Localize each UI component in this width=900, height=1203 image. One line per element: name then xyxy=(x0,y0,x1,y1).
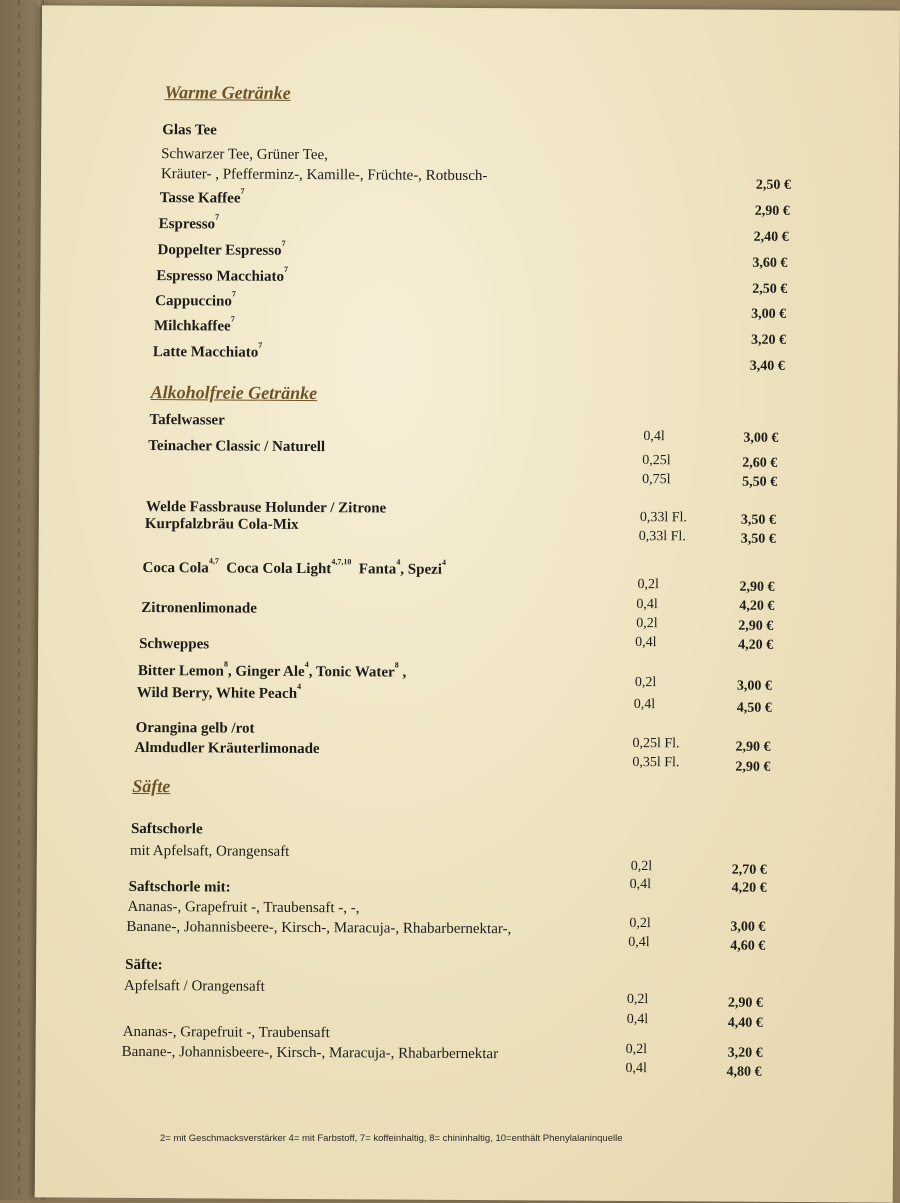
allergen-footnote: 2= mit Geschmacksverstärker 4= mit Farbstoff, 7= koffeinhaltig, 8= chininhaltig, 10=enthält Phenylalaninquelle xyxy=(160,1133,623,1144)
price: 2,90 € xyxy=(738,618,774,634)
saftschorle-mit-line-2: Banane-, Johannisbeere-, Kirsch-, Maracuja-, Rhabarbernektar-, xyxy=(126,918,512,938)
volume: 0,4l xyxy=(629,876,652,893)
folder-stitching xyxy=(18,0,20,1200)
item-cappuccino: Cappuccino$^7$ xyxy=(155,289,236,310)
volume: 0,33l Fl. xyxy=(638,529,686,545)
volume: 0,4l xyxy=(628,934,650,951)
item-schweppes: Schweppes xyxy=(139,635,210,653)
volume: 0,35l Fl. xyxy=(632,755,680,771)
volume: 0,2l xyxy=(625,1041,648,1058)
price: 3,00 € xyxy=(730,919,766,935)
item-doppelter-espresso: Doppelter Espresso$^7$ xyxy=(157,238,286,259)
volume: 0,25l Fl. xyxy=(632,736,680,752)
price: 2,90 € xyxy=(727,995,763,1011)
price-cappuccino: 3,00 € xyxy=(751,306,787,322)
volume: 0,2l xyxy=(626,991,649,1008)
price: 2,90 € xyxy=(739,579,775,595)
saftschorle-mit-line-1: Ananas-, Grapefruit -, Traubensaft -, -, xyxy=(127,898,360,917)
menu-sheet xyxy=(35,5,900,1202)
item-welde-fassbrause: Welde Fassbrause Holunder / Zitrone xyxy=(145,499,387,517)
item-latte-macchiato: Latte Macchiato$^7$ xyxy=(152,340,263,361)
item-espresso-macchiato: Espresso Macchiato$^7$ xyxy=(156,264,289,285)
section-title-saefte: Säfte xyxy=(132,775,171,797)
price: 4,20 € xyxy=(739,598,775,614)
price: 4,20 € xyxy=(738,637,774,653)
item-almdudler: Almdudler Kräuterlimonade xyxy=(134,739,320,758)
volume: 0,2l xyxy=(630,858,653,875)
item-glas-tee: Glas Tee xyxy=(162,122,217,139)
item-tafelwasser: Tafelwasser xyxy=(149,412,225,429)
price: 2,70 € xyxy=(731,862,767,878)
volume: 0,4l xyxy=(626,1011,649,1028)
price-glas-tee: 2,50 € xyxy=(755,177,791,193)
item-kurpfalzbraeu-cola-mix: Kurpfalzbräu Cola-Mix xyxy=(144,516,299,533)
item-orangina: Orangina gelb /rot xyxy=(135,719,255,737)
volume: 0,33l Fl. xyxy=(639,510,688,526)
volume: 0,2l xyxy=(636,616,658,632)
volume: 0,4l xyxy=(625,1060,647,1077)
schweppes-sorten-line-1: Bitter Lemon$^8$, Ginger Ale$^4$, Tonic Water$^8$ , xyxy=(137,659,407,681)
saefte-sorten-line-2: Banane-, Johannisbeere-, Kirsch-, Maracuja-, Rhabarbernektar xyxy=(121,1043,499,1063)
price: 3,00 € xyxy=(736,678,772,694)
item-espresso: Espresso$^7$ xyxy=(158,212,220,233)
price: 3,00 € xyxy=(743,430,779,446)
section-title-warme-getraenke: Warme Getränke xyxy=(164,82,291,103)
volume: 0,25l xyxy=(642,453,671,469)
tee-sorten-line-2: Kräuter- , Pfefferminz-, Kamille-, Früchte-, Rotbusch- xyxy=(160,166,488,185)
item-cola-fanta-spezi: Coca Cola$^{4,7}$ Coca Cola Light$^{4,7,10}$ Fanta$^4$, Spezi$^4$ xyxy=(142,556,447,578)
saftschorle-sub: mit Apfelsaft, Orangensaft xyxy=(129,842,290,860)
price: 3,50 € xyxy=(740,512,776,528)
price: 2,60 € xyxy=(742,455,778,471)
price: 4,20 € xyxy=(731,880,767,896)
price: 5,50 € xyxy=(742,474,778,490)
price: 3,20 € xyxy=(727,1045,763,1061)
volume: 0,4l xyxy=(643,429,665,445)
tee-sorten-line-1: Schwarzer Tee, Grüner Tee, xyxy=(161,146,329,164)
section-title-alkoholfreie-getraenke: Alkoholfreie Getränke xyxy=(150,382,318,404)
price-doppelter-espresso: 3,60 € xyxy=(752,255,788,271)
volume: 0,75l xyxy=(642,472,671,488)
price: 2,90 € xyxy=(735,739,771,755)
price-espresso: 2,40 € xyxy=(753,229,789,245)
price-milchkaffee: 3,20 € xyxy=(750,332,787,348)
saefte-sorten-line-1: Ananas-, Grapefruit -, Traubensaft xyxy=(122,1023,330,1042)
volume: 0,4l xyxy=(633,697,656,713)
item-saftschorle-mit: Saftschorle mit: xyxy=(128,878,231,896)
price-espresso-macchiato: 2,50 € xyxy=(752,281,788,297)
price: 4,50 € xyxy=(736,700,772,716)
volume: 0,4l xyxy=(636,597,658,613)
item-saftschorle: Saftschorle xyxy=(130,820,203,838)
price: 3,50 € xyxy=(740,531,776,547)
price: 4,80 € xyxy=(726,1064,762,1080)
volume: 0,2l xyxy=(637,577,659,593)
item-zitronenlimonade: Zitronenlimonade xyxy=(141,599,257,617)
volume: 0,4l xyxy=(635,635,657,651)
price: 4,60 € xyxy=(730,938,766,954)
price: 4,40 € xyxy=(727,1015,763,1031)
price: 2,90 € xyxy=(735,759,771,775)
item-teinacher: Teinacher Classic / Naturell xyxy=(148,438,326,456)
item-apfelsaft-orangensaft: Apfelsaft / Orangensaft xyxy=(123,977,265,995)
price-latte-macchiato: 3,40 € xyxy=(749,358,785,374)
volume: 0,2l xyxy=(629,915,651,932)
schweppes-sorten-line-2: Wild Berry, White Peach$^4$ xyxy=(136,681,302,702)
volume: 0,2l xyxy=(634,675,657,691)
price-tasse-kaffee: 2,90 € xyxy=(754,203,790,219)
item-milchkaffee: Milchkaffee$^7$ xyxy=(154,314,235,335)
item-saefte: Säfte: xyxy=(125,956,163,974)
item-tasse-kaffee: Tasse Kaffee$^7$ xyxy=(159,186,245,207)
